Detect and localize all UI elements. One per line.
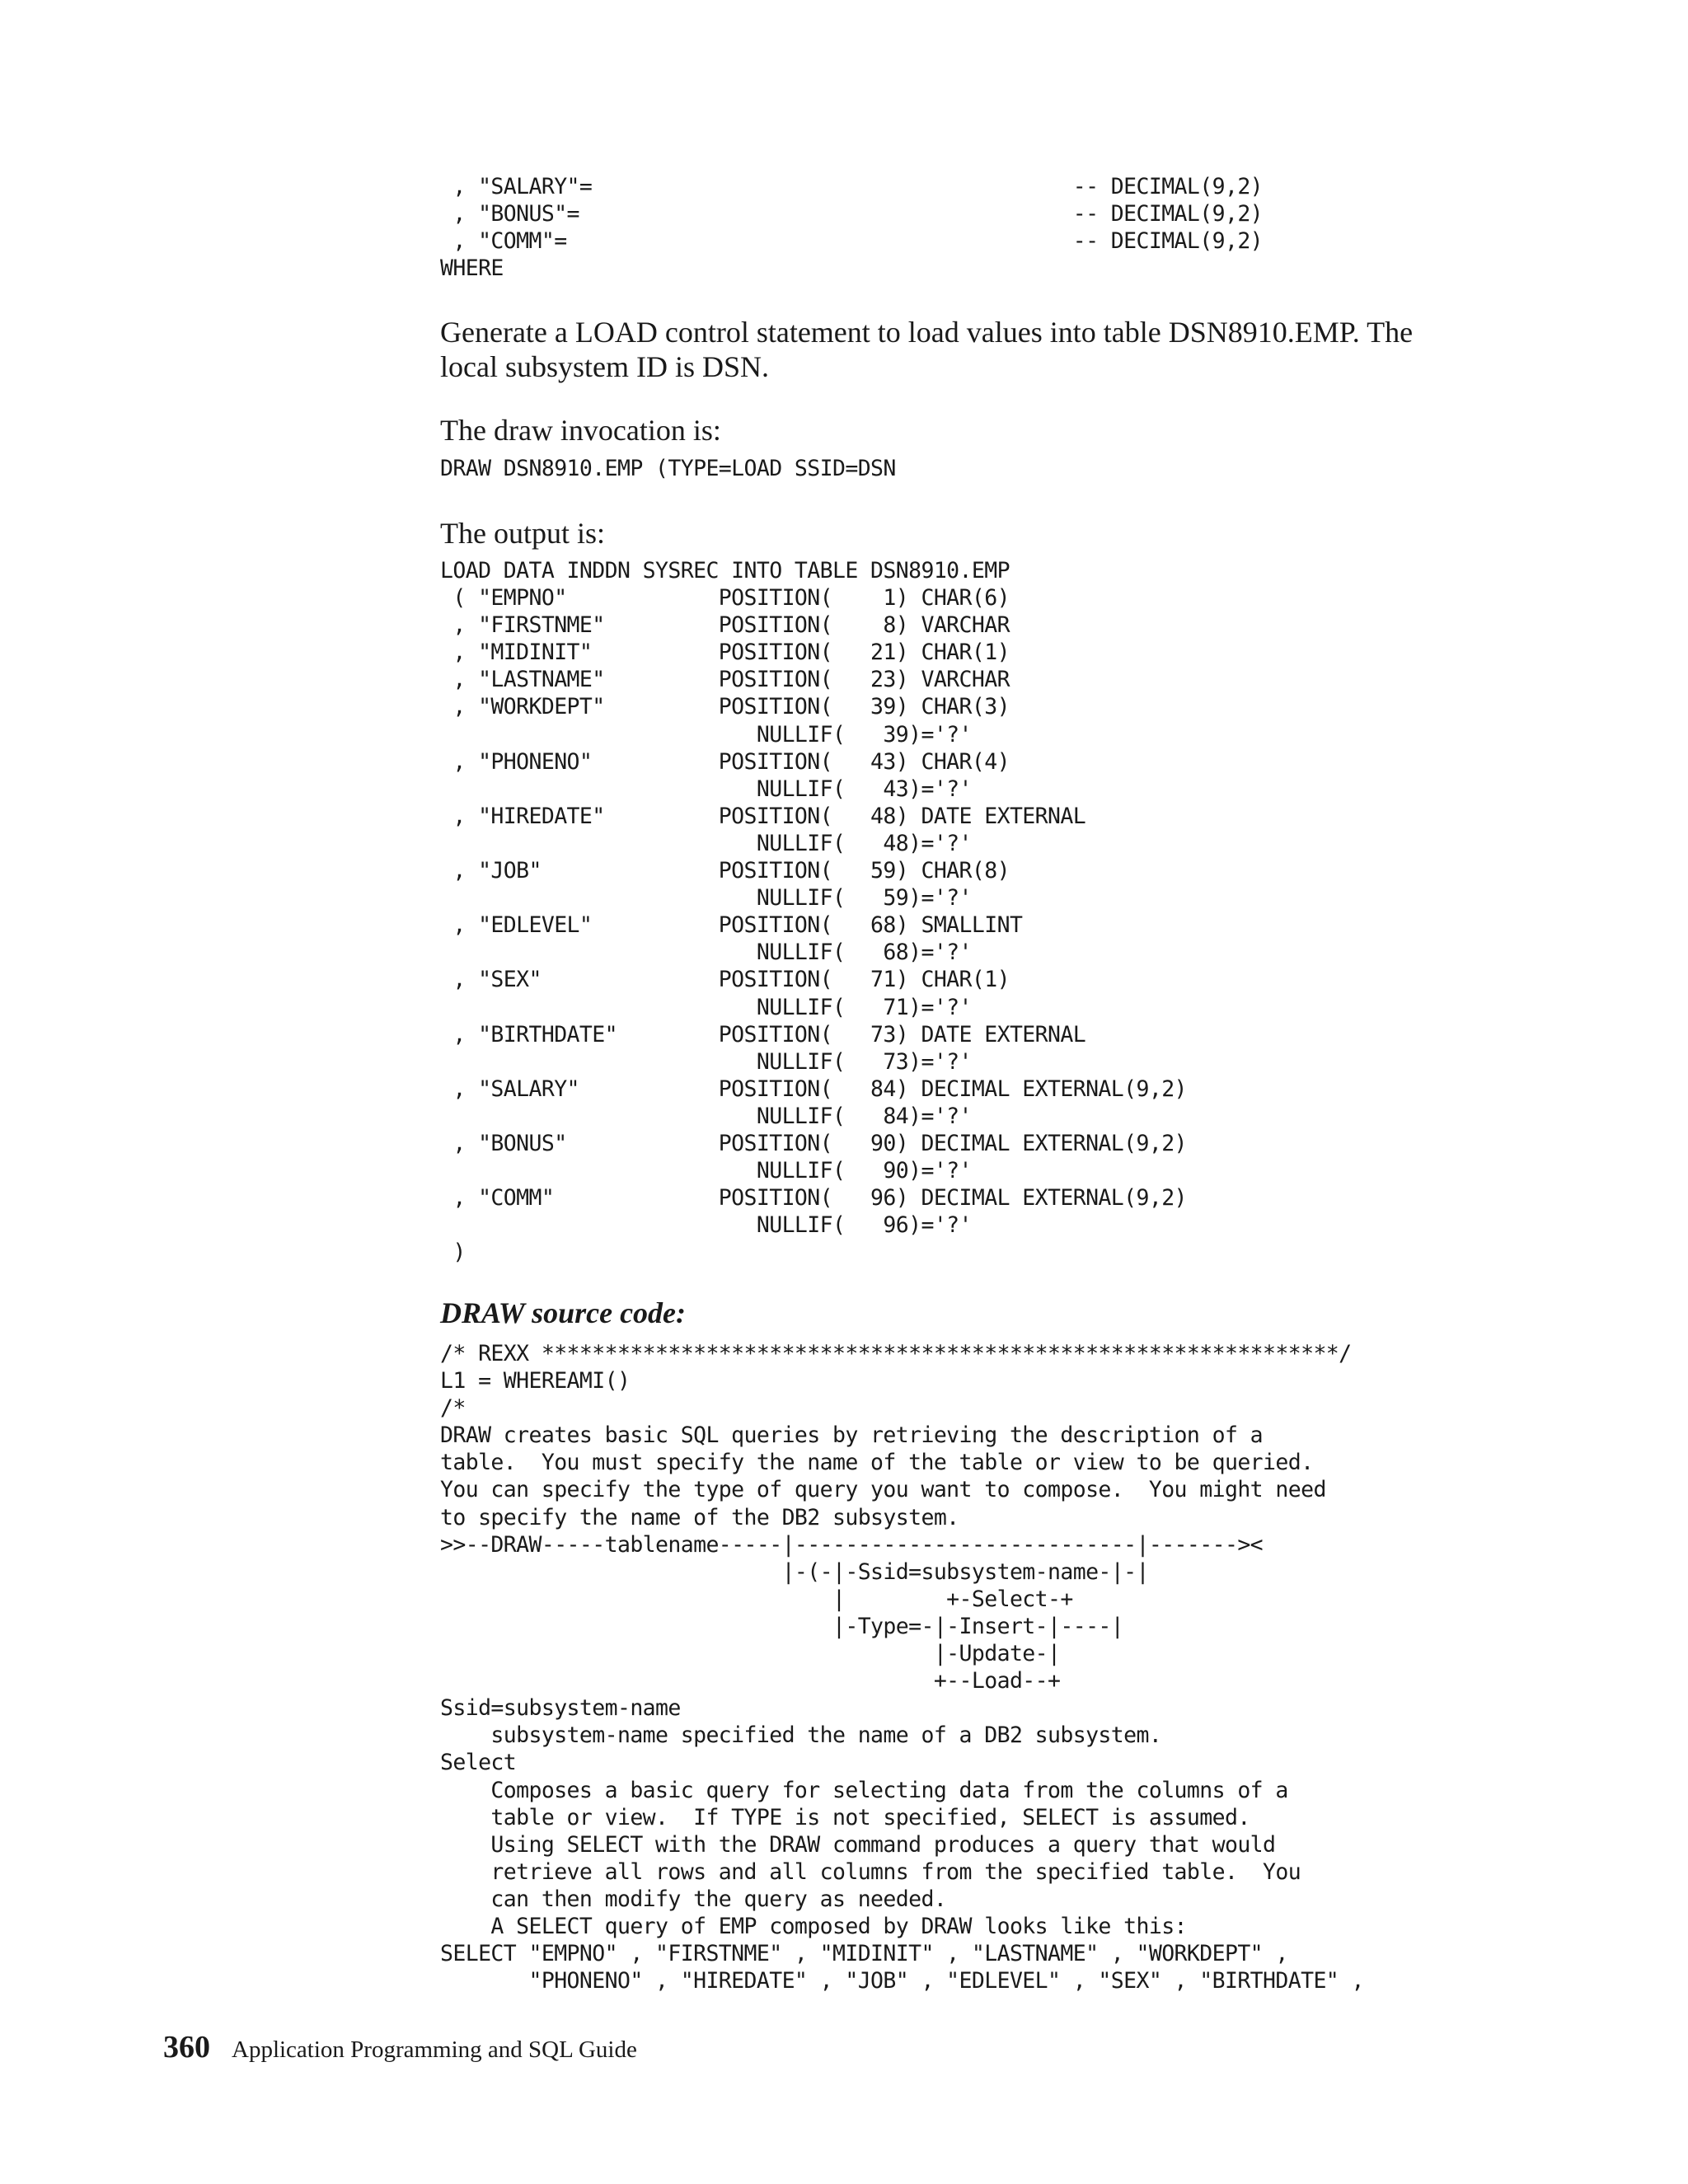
code-block-load-output: LOAD DATA INDDN SYSREC INTO TABLE DSN8910.EMP ( "EMPNO" POSITION( 1) CHAR(6) , "FIRSTNME" POSITION( 8) VARCHAR , "MIDINIT" POSITION( 21) CHAR(1) , "LASTNAME" POSITION( 23) VARCHAR , "WORKDEPT" POSITION( 39) CHAR(3) NULLIF( 39)='?' , "PHONENO" POSITION( 43) CHAR(4) NULLIF( 43)='?' , "HIREDATE" POSITION( 48) DATE EXTERNAL NULLIF( 48)='?' , "JOB" POSITION( 59) CHAR(8) NULLIF( 59)='?' , "EDLEVEL" POSITION( 68) SMALLINT NULLIF( 68)='?' , "SEX" POSITION( 71) CHAR(1) NULLIF( 71)='?' , "BIRTHDATE" POSITION( 73) DATE EXTERNAL NULLIF( 73)='?' , "SALARY" POSITION( 84) DECIMAL EXTERNAL(9,2) NULLIF( 84)='?' , "BONUS" POSITION( 90) DECIMAL EXTERNAL(9,2) NULLIF( 90)='?' , "COMM" POSITION( 96) DECIMAL EXTERNAL(9,2) NULLIF( 96)='?' ) [440, 558, 1187, 1266]
section-heading-draw-source: DRAW source code: [440, 1296, 687, 1329]
code-block-draw-source: /* REXX ***************************************************************/ L1 = WHEREAMI() /* DRAW creates basic SQL queries by retrieving the description of a table. You must specify the name of the table or view to be queried. You can specify the type of query you want to compose. You might need to specify the name of the DB2 subsystem. >>--DRAW-----tablename-----|---------------------------|------->< |-(-|-Ssid=subsystem-name-|-| | +-Select-+ |-Type=-|-Insert-|----| |-Update-| +--Load--+ Ssid=subsystem-name subsystem-name specified the name of a DB2 subsystem. Select Composes a basic query for selecting data from the columns of a table or view. If TYPE is not specified, SELECT is assumed. Using SELECT with the DRAW command produces a query that would retrieve all rows and all columns from the specified table. You can then modify the query as needed. A SELECT query of EMP composed by DRAW looks like this: SELECT "EMPNO" , "FIRSTNME" , "MIDINIT" , "LASTNAME" , "WORKDEPT" , "PHONENO" , "HIREDATE" , "JOB" , "EDLEVEL" , "SEX" , "BIRTHDATE" , [440, 1341, 1364, 1994]
code-block-where-clause: , "SALARY"= -- DECIMAL(9,2) , "BONUS"= -- DECIMAL(9,2) , "COMM"= -- DECIMAL(9,2) WHERE [440, 174, 1264, 282]
page-footer [163, 2029, 637, 2065]
paragraph-output: The output is: [440, 517, 605, 550]
book-title: Application Programming and SQL Guide [232, 2036, 637, 2063]
paragraph-draw-invocation: The draw invocation is: [440, 414, 721, 447]
code-invocation: DRAW DSN8910.EMP (TYPE=LOAD SSID=DSN [440, 456, 896, 481]
page-number: 360 [163, 2030, 210, 2064]
paragraph-load-description: Generate a LOAD control statement to load values into table DSN8910.EMP. The local subsystem ID is DSN. [440, 316, 1414, 383]
